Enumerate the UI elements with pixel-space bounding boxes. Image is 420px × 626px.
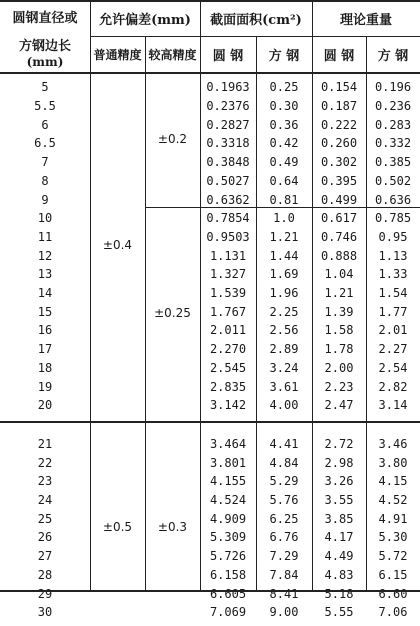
header-diameter-line2: 方钢边长 [18,38,71,54]
weight-round-cell: 1.58 [324,323,354,338]
header-weight-square: 方 钢 [377,48,409,64]
size-cell: 16 [37,323,53,338]
area-round-cell: 4.524 [209,493,247,508]
area-square-cell: 0.30 [269,99,299,114]
size-cell: 9 [41,192,49,207]
area-square-cell: 0.81 [269,192,299,207]
weight-square-cell: 6.15 [378,567,408,582]
header-tolerance-high: 较高精度 [148,47,197,62]
header-area-group: 截面面积(cm²) [210,12,302,28]
area-round-cell: 2.835 [209,379,247,394]
weight-square-cell: 2.01 [378,323,408,338]
area-square-cell: 4.41 [269,436,299,451]
area-square-cell: 1.96 [269,286,299,301]
area-square-cell: 6.76 [269,530,299,545]
area-round-cell: 0.9503 [206,229,250,244]
weight-round-cell: 0.617 [320,211,358,226]
area-round-cell: 2.011 [209,323,247,338]
col-divider-area [256,36,257,590]
size-cell: 5 [41,80,49,95]
weight-square-cell: 1.54 [378,286,408,301]
area-square-cell: 3.61 [269,379,299,394]
area-round-cell: 5.309 [209,530,247,545]
weight-round-cell: 3.85 [324,511,354,526]
high-tolerance-cell: ±0.3 [157,520,188,535]
weight-round-cell: 0.222 [320,117,358,132]
weight-square-cell: 3.14 [378,398,408,413]
area-square-cell: 0.49 [269,155,299,170]
col-divider-high [200,0,201,590]
weight-square-cell: 0.196 [374,80,412,95]
size-cell: 8 [41,173,49,188]
area-round-cell: 1.767 [209,304,247,319]
area-round-cell: 0.5027 [206,173,250,188]
weight-square-cell: 5.72 [378,549,408,564]
area-square-cell: 0.64 [269,173,299,188]
area-round-cell: 3.464 [209,436,247,451]
weight-square-cell: 6.60 [378,586,408,601]
area-square-cell: 9.00 [269,605,299,620]
size-cell: 25 [37,511,53,526]
area-round-cell: 0.3318 [206,136,250,151]
header-mid-line [90,36,420,37]
header-weight-round: 圆 钢 [323,48,355,64]
weight-round-cell: 0.154 [320,80,358,95]
area-round-cell: 2.545 [209,360,247,375]
size-cell: 5.5 [34,99,56,114]
area-square-cell: 1.0 [273,211,295,226]
col-divider-normal [145,36,146,590]
weight-square-cell: 4.52 [378,493,408,508]
area-square-cell: 7.29 [269,549,299,564]
area-round-cell: 1.131 [209,248,247,263]
area-round-cell: 2.270 [209,342,247,357]
col-divider-size [90,0,91,590]
area-round-cell: 6.158 [209,567,247,582]
weight-round-cell: 3.26 [324,474,354,489]
high-tolerance-cell: ±0.2 [157,132,188,147]
size-cell: 15 [37,304,53,319]
area-square-cell: 5.29 [269,474,299,489]
header-area-round: 圆 钢 [212,48,244,64]
area-square-cell: 7.84 [269,567,299,582]
size-cell: 29 [37,586,53,601]
area-round-cell: 0.3848 [206,155,250,170]
weight-square-cell: 0.785 [374,211,412,226]
weight-round-cell: 0.302 [320,155,358,170]
area-round-cell: 7.069 [209,605,247,620]
area-round-cell: 1.539 [209,286,247,301]
area-square-cell: 2.89 [269,342,299,357]
weight-square-cell: 0.636 [374,192,412,207]
size-cell: 30 [37,605,53,620]
area-round-cell: 0.2376 [206,99,250,114]
header-diameter-line1: 圆钢直径或 [12,10,78,26]
area-round-cell: 0.2827 [206,117,250,132]
area-square-cell: 1.69 [269,267,299,282]
area-square-cell: 2.25 [269,304,299,319]
group-divider [0,421,420,423]
area-square-cell: 0.42 [269,136,299,151]
area-round-cell: 0.7854 [206,211,250,226]
size-cell: 17 [37,342,53,357]
area-round-cell: 5.726 [209,549,247,564]
weight-square-cell: 4.91 [378,511,408,526]
size-cell: 22 [37,455,53,470]
area-square-cell: 1.44 [269,248,299,263]
area-round-cell: 1.327 [209,267,247,282]
area-square-cell: 1.21 [269,229,299,244]
weight-square-cell: 3.46 [378,436,408,451]
weight-round-cell: 5.18 [324,586,354,601]
weight-square-cell: 1.13 [378,248,408,263]
col-divider-area-weight [312,0,313,590]
weight-round-cell: 2.47 [324,398,354,413]
weight-square-cell: 0.236 [374,99,412,114]
size-cell: 23 [37,474,53,489]
area-square-cell: 0.36 [269,117,299,132]
weight-round-cell: 3.55 [324,493,354,508]
area-square-cell: 5.76 [269,493,299,508]
header-tolerance-group: 允许偏差(mm) [99,12,191,28]
weight-round-cell: 1.78 [324,342,354,357]
size-cell: 7 [41,155,49,170]
normal-tolerance-cell: ±0.4 [102,238,133,253]
size-cell: 6 [41,117,49,132]
weight-square-cell: 5.30 [378,530,408,545]
weight-square-cell: 0.502 [374,173,412,188]
weight-round-cell: 5.55 [324,605,354,620]
area-round-cell: 0.6362 [206,192,250,207]
weight-round-cell: 0.187 [320,99,358,114]
weight-round-cell: 0.499 [320,192,358,207]
size-cell: 19 [37,379,53,394]
weight-square-cell: 4.15 [378,474,408,489]
col-divider-weight [366,36,367,590]
header-bottom-line [0,72,420,74]
table-top-border [0,0,420,2]
header-tolerance-normal: 普通精度 [93,47,142,62]
weight-round-cell: 0.395 [320,173,358,188]
area-round-cell: 4.909 [209,511,247,526]
size-cell: 18 [37,360,53,375]
size-cell: 24 [37,493,53,508]
area-square-cell: 8.41 [269,586,299,601]
size-cell: 28 [37,567,53,582]
weight-round-cell: 0.260 [320,136,358,151]
weight-square-cell: 2.54 [378,360,408,375]
weight-round-cell: 2.23 [324,379,354,394]
weight-round-cell: 4.49 [324,549,354,564]
area-round-cell: 3.142 [209,398,247,413]
weight-round-cell: 2.98 [324,455,354,470]
weight-round-cell: 2.72 [324,436,354,451]
size-cell: 14 [37,286,53,301]
size-cell: 20 [37,398,53,413]
area-round-cell: 4.155 [209,474,247,489]
weight-square-cell: 3.80 [378,455,408,470]
area-square-cell: 3.24 [269,360,299,375]
area-round-cell: 0.1963 [206,80,250,95]
weight-round-cell: 4.83 [324,567,354,582]
weight-square-cell: 2.27 [378,342,408,357]
area-square-cell: 6.25 [269,511,299,526]
size-cell: 27 [37,549,53,564]
size-cell: 6.5 [34,136,56,151]
area-square-cell: 0.25 [269,80,299,95]
weight-round-cell: 0.888 [320,248,358,263]
weight-square-cell: 1.33 [378,267,408,282]
weight-round-cell: 1.21 [324,286,354,301]
area-square-cell: 4.84 [269,455,299,470]
weight-round-cell: 4.17 [324,530,354,545]
area-round-cell: 6.605 [209,586,247,601]
weight-square-cell: 7.06 [378,605,408,620]
area-round-cell: 3.801 [209,455,247,470]
weight-square-cell: 0.95 [378,229,408,244]
high-tolerance-cell: ±0.25 [154,305,191,320]
size-cell: 26 [37,530,53,545]
weight-round-cell: 1.39 [324,304,354,319]
header-diameter-unit: (mm) [26,55,64,69]
weight-round-cell: 0.746 [320,229,358,244]
weight-square-cell: 0.332 [374,136,412,151]
weight-round-cell: 2.00 [324,360,354,375]
weight-square-cell: 0.283 [374,117,412,132]
normal-tolerance-cell: ±0.5 [102,520,133,535]
size-cell: 13 [37,267,53,282]
header-area-square: 方 钢 [268,48,300,64]
size-cell: 21 [37,436,53,451]
area-square-cell: 4.00 [269,398,299,413]
weight-square-cell: 2.82 [378,379,408,394]
header-weight-group: 理论重量 [339,12,392,28]
size-cell: 11 [37,229,53,244]
weight-square-cell: 1.77 [378,304,408,319]
area-square-cell: 2.56 [269,323,299,338]
weight-square-cell: 0.385 [374,155,412,170]
size-cell: 10 [37,211,53,226]
weight-round-cell: 1.04 [324,267,354,282]
size-cell: 12 [37,248,53,263]
